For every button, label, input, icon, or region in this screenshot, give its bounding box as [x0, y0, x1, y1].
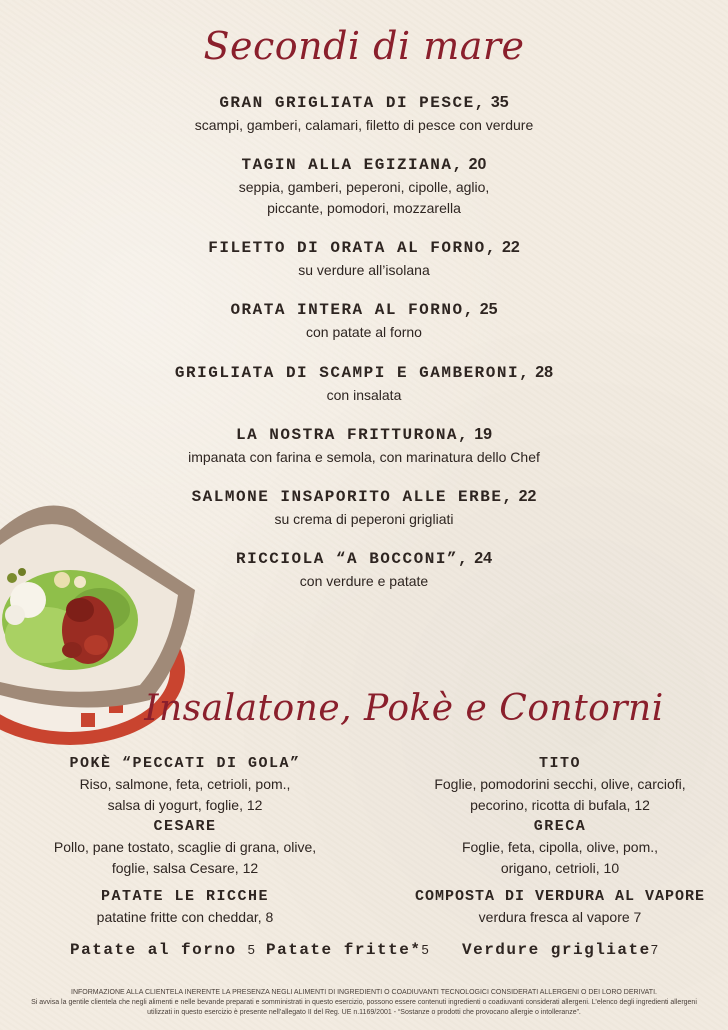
side-name: Patate al forno: [70, 941, 237, 959]
dish-price: 28: [535, 364, 554, 381]
dish-tagin: [0, 154, 728, 219]
item-poke: [20, 755, 350, 816]
item-name: COMPOSTA DI VERDURA AL VAPORE: [414, 888, 706, 905]
allergen-notice-line: INFORMAZIONE ALLA CLIENTELA INERENTE LA PRESENZA NEGLI ALIMENTI DI INGREDIENTI O COADIUVANTI TECNOLOGICI CONSIDERATI ALLERGENI O DEI LORO DERIVATI.: [71, 989, 657, 996]
dish-name: GRIGLIATA DI SCAMPI E GAMBERONI,: [174, 364, 531, 382]
dish-description: seppia, gamberi, peperoni, cipolle, aglio,: [238, 179, 490, 195]
item-cesare: [20, 818, 350, 879]
item-name: TITO: [538, 755, 581, 772]
dish-fritturona: [0, 424, 728, 468]
side-price: 5: [247, 942, 255, 957]
item-composta: [385, 888, 728, 928]
side-name: Patate fritte*: [266, 941, 422, 959]
dish-description: su verdure all’isolana: [298, 262, 430, 278]
item-description: Pollo, pane tostato, scaglie di grana, olive,: [53, 839, 317, 855]
item-description: pecorino, ricotta di bufala, 12: [470, 797, 650, 813]
item-description: foglie, salsa Cesare, 12: [111, 860, 259, 876]
dish-name: GRAN GRIGLIATA DI PESCE,: [219, 94, 486, 112]
allergen-notice: [4, 988, 724, 1018]
dish-name: RICCIOLA “A BOCCONI”,: [235, 550, 470, 568]
dish-price: 24: [474, 550, 493, 567]
item-description: Foglie, feta, cipolla, olive, pom.,: [461, 839, 659, 855]
side-price: 5: [421, 942, 429, 957]
dish-orata-intera: [0, 299, 728, 343]
dish-price: 22: [518, 488, 537, 505]
item-description: verdura fresca al vapore 7: [478, 909, 642, 925]
item-greca: [395, 818, 725, 879]
dish-description: con verdure e patate: [299, 573, 429, 589]
item-name: GRECA: [533, 818, 587, 835]
dish-description: piccante, pomodori, mozzarella: [267, 200, 461, 216]
item-description: origano, cetrioli, 10: [500, 860, 620, 876]
item-name: PATATE LE RICCHE: [100, 888, 270, 905]
side-name: Verdure grigliate: [461, 941, 651, 959]
item-name: CESARE: [153, 818, 217, 835]
dish-price: 22: [501, 239, 520, 256]
item-description: Foglie, pomodorini secchi, olive, carciofi,: [434, 776, 686, 792]
dish-name: ORATA INTERA AL FORNO,: [230, 301, 475, 319]
allergen-notice-line: utilizzati in questo esercizio è presente nell’allegato II del Reg. UE n.1169/2001 - “Sostanze o prodotti che provocano allergie o intolleranze”.: [147, 1009, 581, 1016]
dish-description: scampi, gamberi, calamari, filetto di pesce con verdure: [194, 117, 534, 133]
dish-price: 35: [490, 94, 509, 111]
dish-price: 20: [468, 156, 487, 173]
item-description: Riso, salmone, feta, cetrioli, pom.,: [79, 776, 291, 792]
dish-name: FILETTO DI ORATA AL FORNO,: [208, 239, 497, 257]
dish-price: 25: [479, 301, 498, 318]
dish-price: 19: [474, 426, 493, 443]
dish-description: su crema di peperoni grigliati: [274, 511, 454, 527]
dish-description: impanata con farina e semola, con marinatura dello Chef: [188, 449, 540, 465]
dish-gran-grigliata: [0, 92, 728, 136]
item-patate-ricche: [20, 888, 350, 928]
allergen-notice-line: Si avvisa la gentile clientela che negli alimenti e nelle bevande preparati e somministrati in questo esercizio, possono essere contenuti ingredienti o coadiuvanti considerati allergeni. L’elenco degli ingredienti allergeni: [31, 999, 697, 1006]
section-title-secondi: Secondi di mare: [203, 24, 525, 68]
item-description: salsa di yogurt, foglie, 12: [107, 797, 263, 813]
dish-filetto-orata: [0, 237, 728, 281]
side-price: 7: [650, 942, 658, 957]
side-dishes-row: [0, 941, 728, 959]
item-tito: [395, 755, 725, 816]
dish-description: con patate al forno: [306, 324, 422, 340]
dish-name: TAGIN ALLA EGIZIANA,: [241, 156, 464, 174]
item-description: patatine fritte con cheddar, 8: [96, 909, 274, 925]
dish-grigliata-scampi: [0, 362, 728, 406]
dish-name: LA NOSTRA FRITTURONA,: [235, 426, 470, 444]
dish-name: SALMONE INSAPORITO ALLE ERBE,: [191, 488, 514, 506]
dish-description: con insalata: [326, 387, 402, 403]
item-name: POKÈ “PECCATI DI GOLA”: [69, 755, 301, 772]
section-title-insalatone: Insalatone, Pokè e Contorni: [144, 688, 664, 729]
